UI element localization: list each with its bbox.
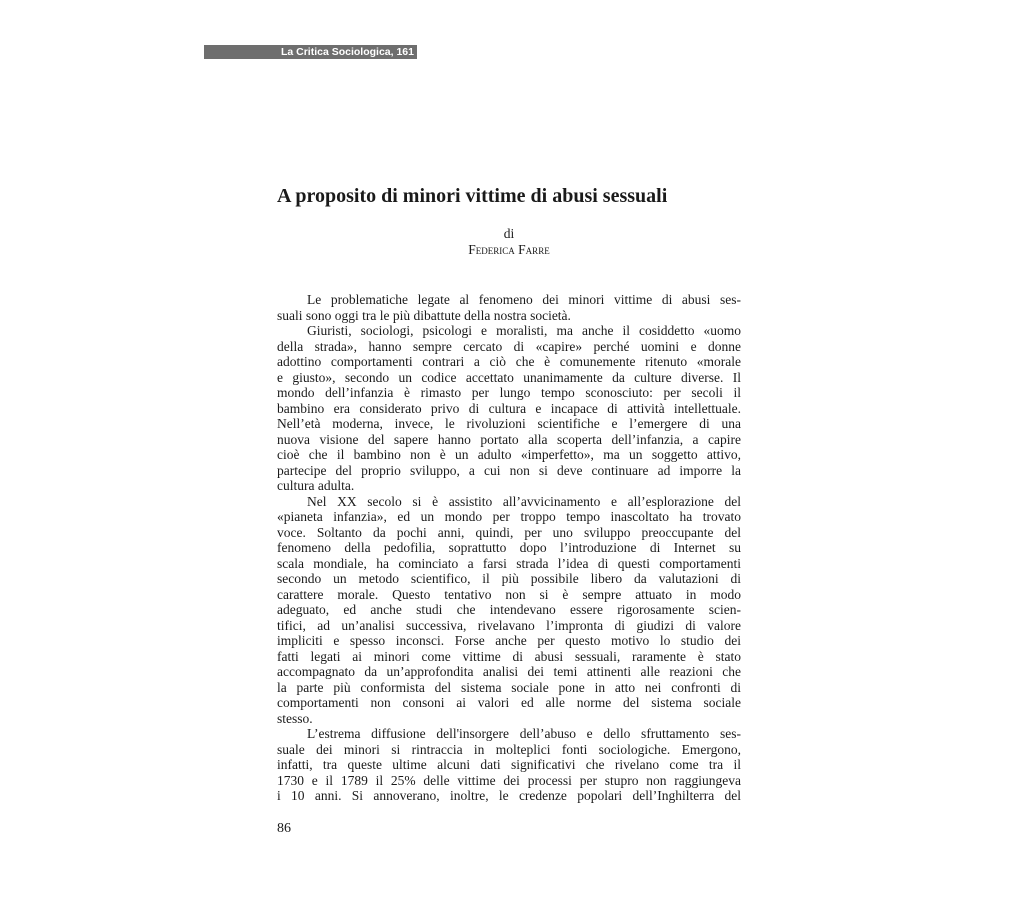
body-line: L’estrema diffusione dell'insorgere dell’abuso e dello sfruttamento ses-: [307, 726, 741, 741]
body-line: partecipe del proprio sviluppo, a cui non si deve continuare ad imporre la: [277, 462, 741, 478]
body-line: Giuristi, sociologi, psicologi e moralisti, ma anche il cosiddetto «uomo: [307, 323, 741, 338]
body-line: comportamenti non consoni ai valori ed alle norme del sistema sociale: [277, 695, 741, 710]
running-head: La Critica Sociologica, 161: [204, 45, 417, 59]
body-line: fenomeno della pedofilia, soprattutto dopo l’introduzione di Internet su: [277, 540, 741, 555]
body-line: 1730 e il 1789 il 25% delle vittime dei processi per stupro non raggiungeva: [277, 772, 741, 788]
body-line: suale dei minori si rintraccia in molteplici fonti sociologiche. Emergono,: [277, 741, 741, 757]
body-line: della strada», hanno sempre cercato di «capire» perché uomini e donne: [277, 338, 741, 354]
author-name: Federica Farre: [468, 241, 550, 257]
body-line: stesso.: [277, 710, 313, 726]
page-number: 86: [277, 821, 291, 836]
body-line: voce. Soltanto da pochi anni, quindi, per uno sviluppo preoccupante del: [277, 524, 741, 540]
body-line: «pianeta infanzia», ed un mondo per troppo tempo inascoltato ha trovato: [277, 509, 741, 524]
body-line: infatti, tra queste ultime alcuni dati significativi che rivelano come tra il: [277, 757, 741, 772]
body-line: cultura adulta.: [277, 478, 355, 493]
body-line: Nell’età moderna, invece, le rivoluzioni scientifiche e l’emergere di una: [277, 416, 741, 431]
article-title: A proposito di minori vittime di abusi sessuali: [277, 185, 668, 207]
body-line: cioè che il bambino non è un adulto «imperfetto», ma un soggetto attivo,: [277, 447, 741, 462]
body-line: impliciti e spesso inconsci. Forse anche per questo motivo lo studio dei: [277, 633, 741, 648]
body-line: adottino comportamenti contrari a ciò che è comunemente ritenuto «morale: [277, 354, 741, 369]
body-line: secondo un metodo scientifico, il più possibile libero da valutazioni di: [277, 571, 741, 586]
body-line: accompagnato da un’approfondita analisi dei temi attinenti alle reazioni che: [277, 664, 741, 679]
body-line: fatti legati ai minori come vittime di abusi sessuali, raramente è stato: [277, 648, 741, 664]
byline: [277, 226, 741, 257]
byline-di: di: [503, 226, 515, 241]
body-line: nuova visione del sapere hanno portato alla scoperta dell’infanzia, a capire: [277, 431, 741, 447]
body-line: suali sono oggi tra le più dibattute della nostra società.: [277, 307, 571, 323]
body-line: e giusto», secondo un codice accettato unanimamente da culture diverse. Il: [277, 369, 741, 385]
body-line: Nel XX secolo si è assistito all’avvicinamento e all’esplorazione del: [307, 493, 741, 509]
body-line: Le problematiche legate al fenomeno dei minori vittime di abusi ses-: [307, 292, 741, 307]
body-line: i 10 anni. Si annoverano, inoltre, le credenze popolari dell’Inghilterra del: [277, 788, 741, 803]
body-line: mondo dell’infanzia è rimasto per lungo tempo sconosciuto: per secoli il: [277, 385, 741, 400]
body-line: scala mondiale, ha cominciato a farsi strada l’idea di questi comportamenti: [277, 555, 741, 571]
body-line: bambino era considerato privo di cultura e incapace di attività intellettuale.: [277, 400, 741, 416]
article-body: [277, 292, 741, 804]
body-line: tifici, ad un’analisi successiva, rivelavano l’impronta di giudizi di valore: [277, 617, 741, 633]
body-line: la parte più conformista del sistema sociale pone in atto nei confronti di: [277, 679, 741, 695]
body-line: adeguato, ed anche studi che intendevano essere rigorosamente scien-: [277, 602, 741, 617]
body-line: carattere morale. Questo tentativo non si è sempre attuato in modo: [277, 586, 741, 602]
